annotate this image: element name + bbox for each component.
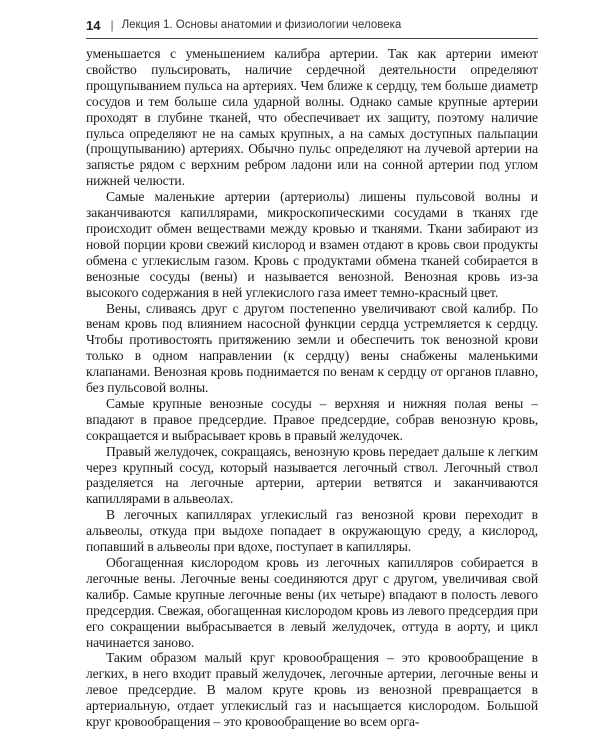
paragraph: Самые маленькие артерии (артериолы) лишены пульсовой волны и заканчиваются капиллярами, микроскопическими сосудами в тканях где происходит обмен веществами между кровью и тканями. Ткани забирают из новой порции крови свежий кислород и взамен отдают в кровь свои продукты обмена с углекислым газом. Кровь с продуктами обмена тканей собирается в венозные сосуды (вены) и называется венозной. Венозная кровь из-за высокого содержания в ней углекислого газа имеет темно-красный цвет.: [86, 189, 538, 300]
paragraph: Вены, сливаясь друг с другом постепенно увеличивают свой калибр. По венам кровь под влиянием насосной функции сердца устремляется к сердцу. Чтобы противостоять притяжению земли и обеспечить ток венозной крови только в одном направлении (к сердцу) вены снабжены маленькими клапанами. Венозная кровь поднимается по венам к сердцу от органов плавно, без пульсовой волны.: [86, 300, 538, 396]
paragraph: Таким образом малый круг кровообращения – это кровообращение в легких, в него входит правый желудочек, легочные артерии, легочные вены и левое предсердие. В малом круге кровь из венозной превращается в артериальную, отдает углекислый газ и насыщается кислородом. Большой круг кровообращения – это кровообращение во всем орга-: [86, 650, 538, 730]
paragraph: уменьшается с уменьшением калибра артерии. Так как артерии имеют свойство пульсировать, наличие сердечной деятельности определяют прощупыванием пульса на артериях. Чем ближе к сердцу, тем больше диаметр сосудов и тем больше сила ударной волны. Однако самые крупные артерии проходят в глубине тканей, что обеспечивает их защиту, поэтому наличие пульса определяют не на самых крупных, а на самых доступных пальпации (прощупыванию) артериях. Обычно пульс определяют на лучевой артерии на запястье рядом с верхним ребром ладони или на сонной артерии под углом нижней челюсти.: [86, 46, 538, 189]
header-separator: |: [110, 18, 114, 32]
body-text: [86, 46, 538, 730]
paragraph: Обогащенная кислородом кровь из легочных капилляров собирается в легочные вены. Легочные вены соединяются друг с другом, увеличивая свой калибр. Самые крупные легочные вены (их четыре) впадают в полость левого предсердия. Свежая, обогащенная кислородом кровь из левого предсердия при его сокращении выбрасывается в левый желудочек, оттуда в аорту, и цикл начинается заново.: [86, 555, 538, 650]
page-number: 14: [86, 17, 101, 33]
header-rule: [86, 38, 538, 39]
running-header: [86, 14, 538, 36]
paragraph: Самые крупные венозные сосуды – верхняя и нижняя полая вены – впадают в правое предсердие. Правое предсердие, собрав венозную кровь, сокращается и выбрасывает кровь в правый желудочек.: [86, 395, 538, 443]
paragraph: В легочных капиллярах углекислый газ венозной крови переходит в альвеолы, откуда при выдохе попадает в окружающую среду, а кислород, попавший в альвеолы при вдохе, поступает в капилляры.: [86, 507, 538, 555]
running-title: Лекция 1. Основы анатомии и физиологии человека: [121, 19, 402, 31]
paragraph: Правый желудочек, сокращаясь, венозную кровь передает дальше к легким через крупный сосуд, который называется легочный ствол. Легочный ствол разделяется на легочные артерии, артерии ветвятся и заканчиваются капиллярами в альвеолах.: [86, 443, 538, 507]
